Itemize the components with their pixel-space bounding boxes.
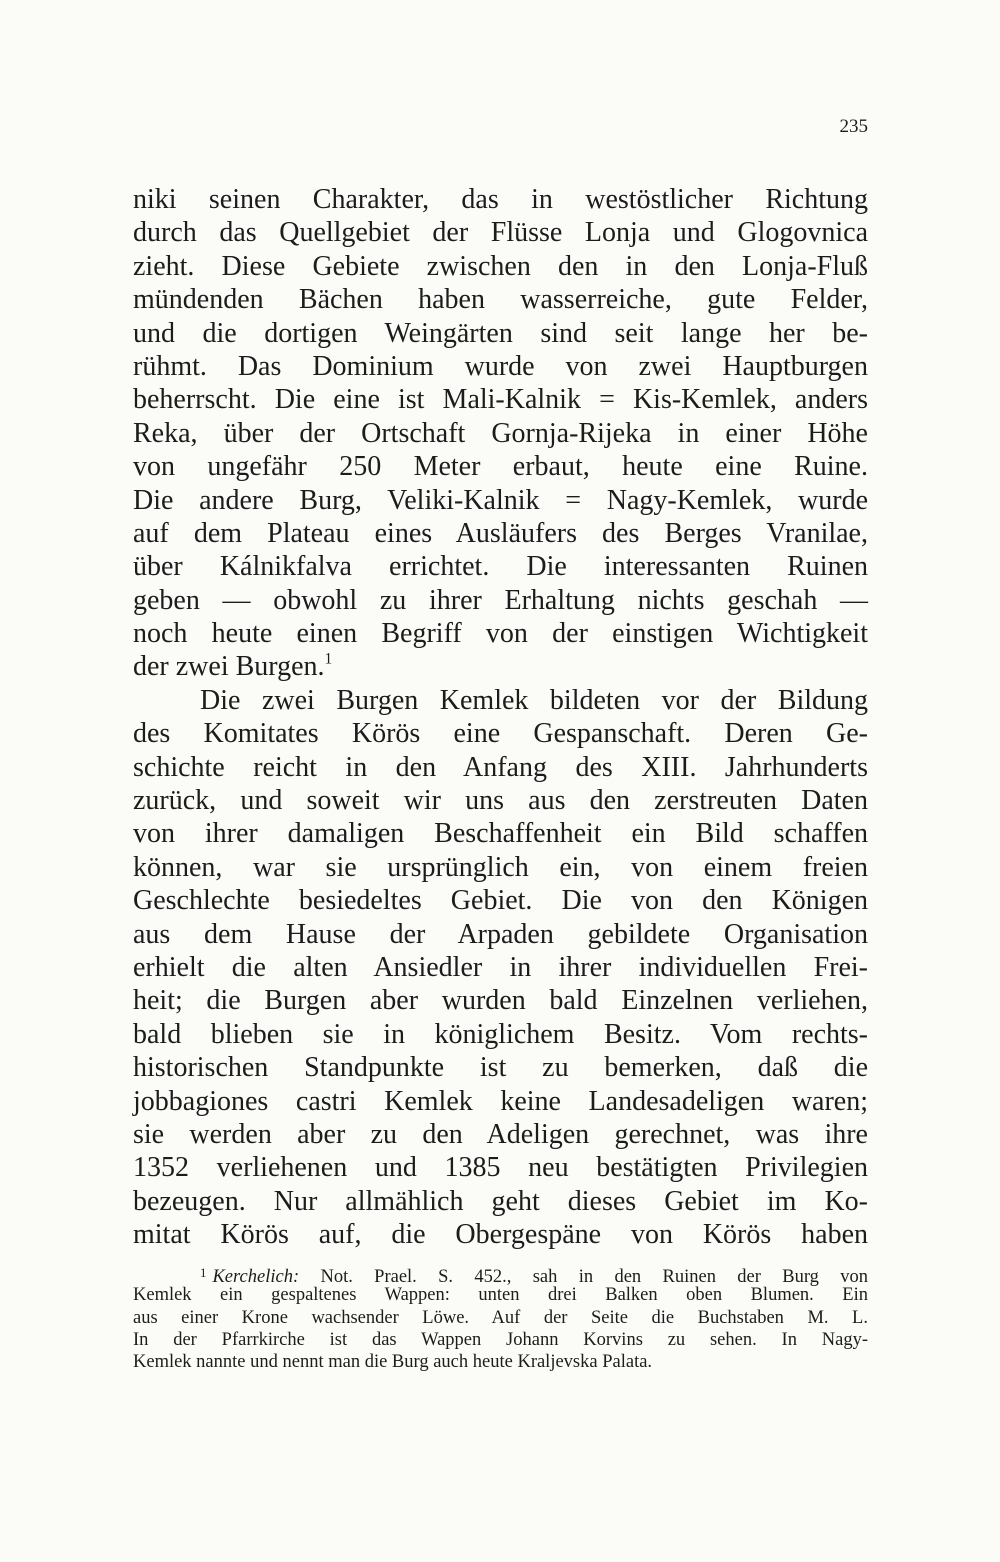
footnote-line: Kemlek ein gespaltenes Wappen: unten drei Balken oben Blumen. Ein [133,1285,868,1306]
text-line: über Kálnikfalva errichtet. Die interessanten Ruinen [133,551,868,583]
footnote [133,1262,868,1373]
text-line: durch das Quellgebiet der Flüsse Lonja und Glogovnica [133,217,868,249]
text-line: noch heute einen Begriff von der einstigen Wichtigkeit [133,618,868,650]
text-line: historischen Standpunkte ist zu bemerken, daß die [133,1052,868,1084]
text-line: mitat Körös auf, die Obergespäne von Körös haben [133,1219,868,1251]
text-line: erhielt die alten Ansiedler in ihrer individuellen Frei- [133,951,868,983]
text-line: 1352 verliehenen und 1385 neu bestätigten Privilegien [133,1152,868,1184]
text-line: bald blieben sie in königlichem Besitz. Vom rechts- [133,1018,868,1050]
text-line: können, war sie ursprünglich ein, von einem freien [133,851,868,883]
text-line: zurück, und soweit wir uns aus den zerstreuten Daten [133,785,868,817]
text-line: bezeugen. Nur allmählich geht dieses Gebiet im Ko- [133,1185,868,1217]
text-line: des Komitates Körös eine Gespanschaft. Deren Ge- [133,718,868,750]
text-line: Reka, über der Ortschaft Gornja-Rijeka in einer Höhe [133,417,868,449]
footnote-marker: 1 [200,1265,207,1280]
text-line: heit; die Burgen aber wurden bald Einzelnen verliehen, [133,985,868,1017]
footnote-first-line [133,1262,868,1288]
text-line: beherrscht. Die eine ist Mali-Kalnik = Kis-Kemlek, anders [133,384,868,416]
text-line-content: der zwei Burgen. [133,651,325,683]
text-line: zieht. Diese Gebiete zwischen den in den Lonja-Fluß [133,250,868,282]
text-line: von ihrer damaligen Beschaffenheit ein Bild schaffen [133,818,868,850]
footnote-line: In der Pfarrkirche ist das Wappen Johann Korvins zu sehen. In Nagy- [133,1329,868,1350]
text-line: mündenden Bächen haben wasserreiche, gute Felder, [133,284,868,316]
footnote-line: Kemlek nannte und nennt man die Burg auch heute Kraljevska Palata. [133,1352,653,1373]
text-line: sie werden aber zu den Adeligen gerechnet, was ihre [133,1118,868,1150]
text-line: Geschlechte besiedeltes Gebiet. Die von den Königen [133,885,868,917]
text-line: schichte reicht in den Anfang des XIII. Jahrhunderts [133,751,868,783]
footnote-reference[interactable]: 1 [324,650,333,668]
text-line: niki seinen Charakter, das in westöstlicher Richtung [133,184,868,215]
paragraph-end-line [133,650,868,683]
text-line: auf dem Plateau eines Ausläufers des Berges Vranilae, [133,517,868,549]
paragraph-start-line: Die zwei Burgen Kemlek bildeten vor der Bildung [200,684,868,716]
text-line: geben — obwohl zu ihrer Erhaltung nichts geschah — [133,584,868,616]
footnote-line: aus einer Krone wachsender Löwe. Auf der Seite die Buchstaben M. L. [133,1307,868,1328]
text-line: aus dem Hause der Arpaden gebildete Organisation [133,918,868,950]
text-line: rühmt. Das Dominium wurde von zwei Hauptburgen [133,350,868,382]
main-text [133,183,868,1252]
text-line: Die andere Burg, Veliki-Kalnik = Nagy-Kemlek, wurde [133,484,868,516]
text-line: und die dortigen Weingärten sind seit lange her be- [133,317,868,349]
footnote-text: Not. Prael. S. 452., sah in den Ruinen der Burg von [320,1267,868,1288]
text-line: jobbagiones castri Kemlek keine Landesadeligen waren; [133,1085,868,1117]
text-line: von ungefähr 250 Meter erbaut, heute eine Ruine. [133,451,868,483]
footnote-author: Kerchelich: [212,1267,300,1288]
page-number: 235 [839,116,868,137]
